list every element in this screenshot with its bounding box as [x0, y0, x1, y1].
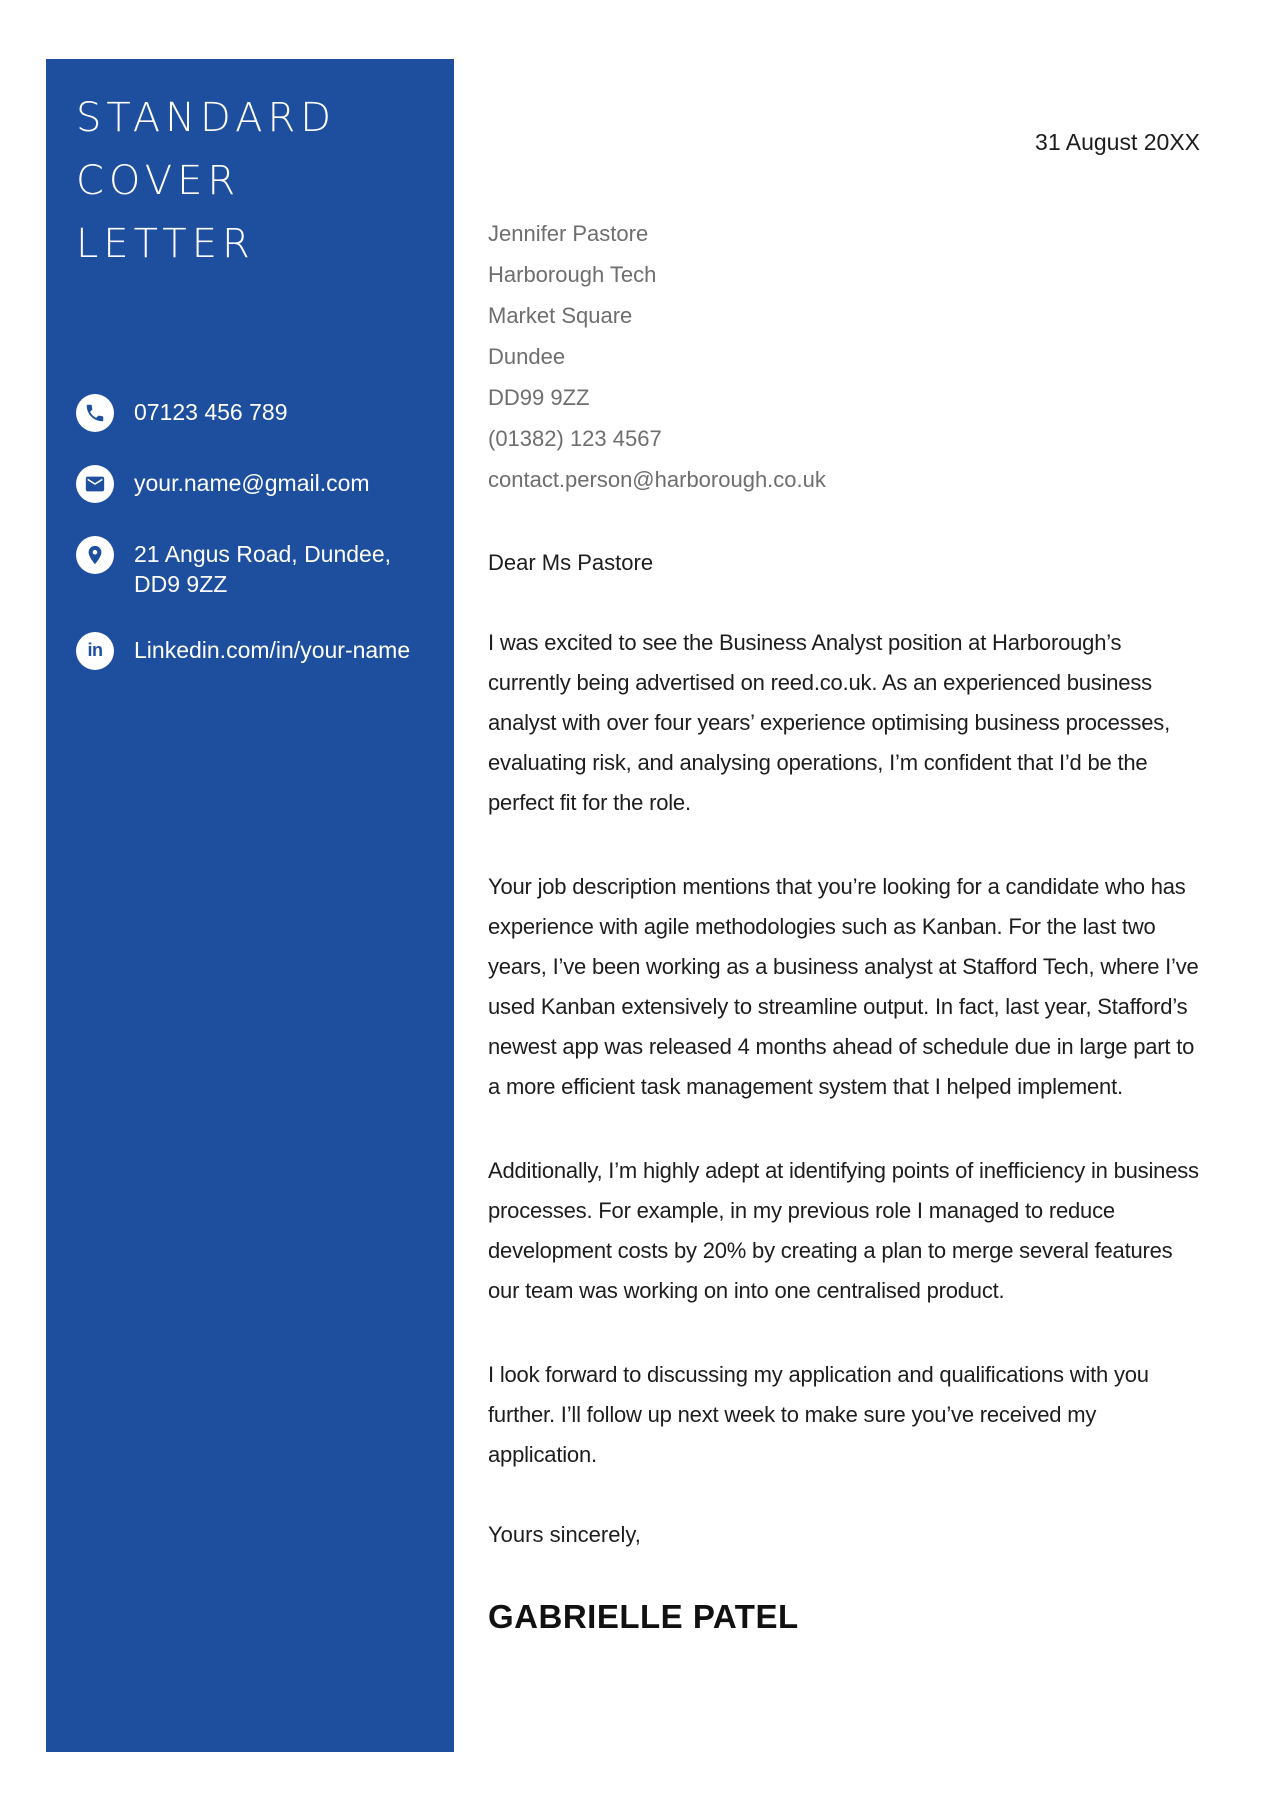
- address-line-2: DD9 9ZZ: [134, 571, 228, 597]
- linkedin-url: Linkedin.com/in/your-name: [134, 637, 411, 663]
- body-paragraph-3: Additionally, I’m highly adept at identifying points of inefficiency in business processes. For example, in my previous role I managed to reduce development costs by 20% by creating a plan to merge several features our team was working on into one centralised product.: [488, 1158, 1199, 1303]
- title-line-2: COVER: [76, 158, 241, 204]
- email-icon: [76, 465, 114, 503]
- contact-item-email: [76, 465, 428, 503]
- recipient-street: Market Square: [488, 303, 633, 328]
- contact-item-address: [76, 536, 428, 599]
- letter-content: [488, 0, 1200, 1636]
- recipient-postcode: DD99 9ZZ: [488, 385, 590, 410]
- title-line-3: LETTER: [76, 221, 255, 267]
- recipient-name: Jennifer Pastore: [488, 221, 649, 246]
- linkedin-icon: [76, 632, 114, 670]
- location-icon: [76, 536, 114, 574]
- contact-item-phone: [76, 394, 428, 432]
- signature-name: GABRIELLE PATEL: [488, 1598, 799, 1635]
- title-line-1: STANDARD: [76, 95, 337, 141]
- body-paragraph-1: I was excited to see the Business Analyst position at Harborough’s currently being advertised on reed.co.uk. As an experienced business analyst with over four years’ experience optimising business processes, evaluating risk, and analysing operations, I’m confident that I’d be the perfect fit for the role.: [488, 630, 1170, 815]
- body-paragraph-4: I look forward to discussing my application and qualifications with you further. I’ll follow up next week to make sure you’ve received my application.: [488, 1362, 1149, 1467]
- phone-icon: [76, 394, 114, 432]
- letter-date: 31 August 20XX: [1035, 129, 1200, 155]
- linkedin-in-glyph: in: [87, 640, 103, 660]
- letter-body: [488, 623, 1200, 1475]
- sidebar: [46, 59, 454, 1752]
- recipient-phone: (01382) 123 4567: [488, 426, 662, 451]
- contact-item-linkedin: [76, 632, 428, 670]
- contact-list: [76, 394, 428, 670]
- document-title: [76, 87, 428, 276]
- salutation: Dear Ms Pastore: [488, 550, 654, 575]
- recipient-email: contact.person@harborough.co.uk: [488, 467, 826, 492]
- email-address: your.name@gmail.com: [134, 470, 370, 496]
- recipient-block: [488, 213, 1200, 500]
- closing-line: Yours sincerely,: [488, 1522, 641, 1547]
- recipient-city: Dundee: [488, 344, 566, 369]
- body-paragraph-2: Your job description mentions that you’re looking for a candidate who has experience with agile methodologies such as Kanban. For the last two years, I’ve been working as a business analyst at Stafford Tech, where I’ve used Kanban extensively to streamline output. In fact, last year, Stafford’s newest app was released 4 months ahead of schedule due in large part to a more efficient task management system that I helped implement.: [488, 874, 1199, 1099]
- postal-address: [134, 536, 391, 599]
- phone-number: 07123 456 789: [134, 399, 288, 425]
- address-line-1: 21 Angus Road, Dundee,: [134, 541, 392, 567]
- recipient-company: Harborough Tech: [488, 262, 657, 287]
